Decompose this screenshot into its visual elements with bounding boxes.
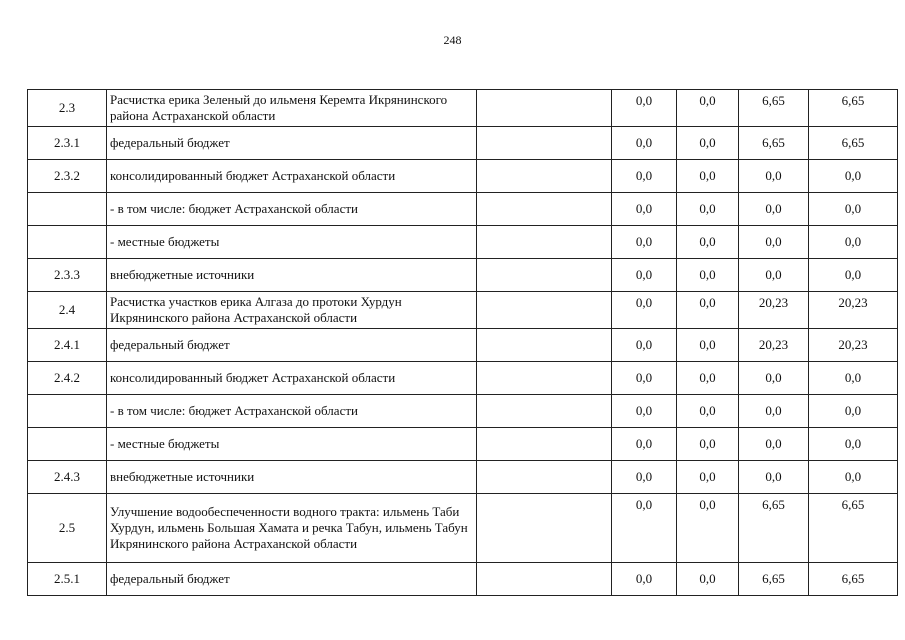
row-value-3: 0,0	[739, 226, 809, 259]
row-code: 2.3	[28, 90, 107, 127]
row-value-4: 0,0	[809, 193, 898, 226]
row-value-3: 0,0	[739, 193, 809, 226]
row-value-1: 0,0	[612, 90, 677, 127]
row-value-2: 0,0	[677, 127, 739, 160]
row-description: - местные бюджеты	[107, 428, 477, 461]
page-number: 248	[443, 33, 462, 47]
row-value-4: 6,65	[809, 90, 898, 127]
row-description: федеральный бюджет	[107, 127, 477, 160]
table-row	[28, 160, 898, 193]
row-value-1: 0,0	[612, 226, 677, 259]
empty-cell	[477, 90, 612, 127]
row-code	[28, 395, 107, 428]
row-code: 2.4.2	[28, 362, 107, 395]
row-code	[28, 193, 107, 226]
table-row	[28, 461, 898, 494]
table-row	[28, 428, 898, 461]
row-code: 2.5.1	[28, 563, 107, 596]
row-value-4: 0,0	[809, 226, 898, 259]
row-value-1: 0,0	[612, 494, 677, 563]
row-code: 2.3.3	[28, 259, 107, 292]
row-value-4: 0,0	[809, 362, 898, 395]
row-value-2: 0,0	[677, 494, 739, 563]
row-value-4: 0,0	[809, 461, 898, 494]
row-value-1: 0,0	[612, 428, 677, 461]
row-code	[28, 428, 107, 461]
empty-cell	[477, 226, 612, 259]
empty-cell	[477, 428, 612, 461]
table-row	[28, 362, 898, 395]
row-value-3: 0,0	[739, 362, 809, 395]
row-value-2: 0,0	[677, 395, 739, 428]
empty-cell	[477, 259, 612, 292]
row-value-1: 0,0	[612, 362, 677, 395]
row-value-2: 0,0	[677, 193, 739, 226]
table-row	[28, 292, 898, 329]
row-value-2: 0,0	[677, 362, 739, 395]
row-code: 2.3.1	[28, 127, 107, 160]
table-row	[28, 329, 898, 362]
row-description: федеральный бюджет	[107, 563, 477, 596]
row-value-4: 6,65	[809, 127, 898, 160]
row-description: федеральный бюджет	[107, 329, 477, 362]
row-value-2: 0,0	[677, 428, 739, 461]
row-value-4: 0,0	[809, 395, 898, 428]
row-value-3: 20,23	[739, 329, 809, 362]
row-value-2: 0,0	[677, 160, 739, 193]
row-description: Расчистка участков ерика Алгаза до протоки Хурдун Икрянинского района Астраханской области	[107, 292, 477, 329]
row-value-3: 6,65	[739, 90, 809, 127]
row-value-2: 0,0	[677, 563, 739, 596]
table-row	[28, 127, 898, 160]
table-row	[28, 395, 898, 428]
row-value-4: 0,0	[809, 160, 898, 193]
empty-cell	[477, 494, 612, 563]
row-value-2: 0,0	[677, 461, 739, 494]
row-value-4: 20,23	[809, 329, 898, 362]
empty-cell	[477, 461, 612, 494]
row-value-1: 0,0	[612, 395, 677, 428]
row-description: - местные бюджеты	[107, 226, 477, 259]
row-value-1: 0,0	[612, 461, 677, 494]
row-value-2: 0,0	[677, 259, 739, 292]
row-value-1: 0,0	[612, 563, 677, 596]
row-code: 2.4.1	[28, 329, 107, 362]
row-value-4: 20,23	[809, 292, 898, 329]
row-value-1: 0,0	[612, 259, 677, 292]
row-value-1: 0,0	[612, 193, 677, 226]
row-value-3: 6,65	[739, 127, 809, 160]
empty-cell	[477, 193, 612, 226]
row-value-3: 20,23	[739, 292, 809, 329]
row-value-4: 0,0	[809, 259, 898, 292]
row-code: 2.3.2	[28, 160, 107, 193]
row-value-2: 0,0	[677, 292, 739, 329]
empty-cell	[477, 292, 612, 329]
row-code: 2.4.3	[28, 461, 107, 494]
row-description: консолидированный бюджет Астраханской области	[107, 160, 477, 193]
row-description: внебюджетные источники	[107, 259, 477, 292]
row-value-1: 0,0	[612, 292, 677, 329]
row-value-4: 0,0	[809, 428, 898, 461]
row-value-4: 6,65	[809, 563, 898, 596]
row-value-3: 0,0	[739, 160, 809, 193]
empty-cell	[477, 395, 612, 428]
row-description: консолидированный бюджет Астраханской области	[107, 362, 477, 395]
row-value-3: 6,65	[739, 563, 809, 596]
row-value-3: 0,0	[739, 428, 809, 461]
row-value-4: 6,65	[809, 494, 898, 563]
empty-cell	[477, 160, 612, 193]
row-code: 2.4	[28, 292, 107, 329]
table-row	[28, 90, 898, 127]
row-value-1: 0,0	[612, 329, 677, 362]
table-row	[28, 494, 898, 563]
row-description: - в том числе: бюджет Астраханской области	[107, 193, 477, 226]
row-description: - в том числе: бюджет Астраханской области	[107, 395, 477, 428]
row-description: Улучшение водообеспеченности водного тракта: ильмень Таби Хурдун, ильмень Большая Хамата и речка Табун, ильмень Табун Икрянинского района Астраханской области	[107, 494, 477, 563]
row-value-2: 0,0	[677, 226, 739, 259]
table-row	[28, 226, 898, 259]
row-value-1: 0,0	[612, 160, 677, 193]
row-value-1: 0,0	[612, 127, 677, 160]
row-code: 2.5	[28, 494, 107, 563]
empty-cell	[477, 127, 612, 160]
table-row	[28, 563, 898, 596]
budget-table	[27, 89, 898, 596]
row-value-3: 0,0	[739, 461, 809, 494]
row-value-3: 6,65	[739, 494, 809, 563]
empty-cell	[477, 362, 612, 395]
row-value-3: 0,0	[739, 395, 809, 428]
row-value-2: 0,0	[677, 90, 739, 127]
empty-cell	[477, 329, 612, 362]
row-value-3: 0,0	[739, 259, 809, 292]
row-code	[28, 226, 107, 259]
row-description: внебюджетные источники	[107, 461, 477, 494]
table-row	[28, 259, 898, 292]
row-value-2: 0,0	[677, 329, 739, 362]
table-row	[28, 193, 898, 226]
row-description: Расчистка ерика Зеленый до ильменя Керемта Икрянинского района Астраханской области	[107, 90, 477, 127]
empty-cell	[477, 563, 612, 596]
